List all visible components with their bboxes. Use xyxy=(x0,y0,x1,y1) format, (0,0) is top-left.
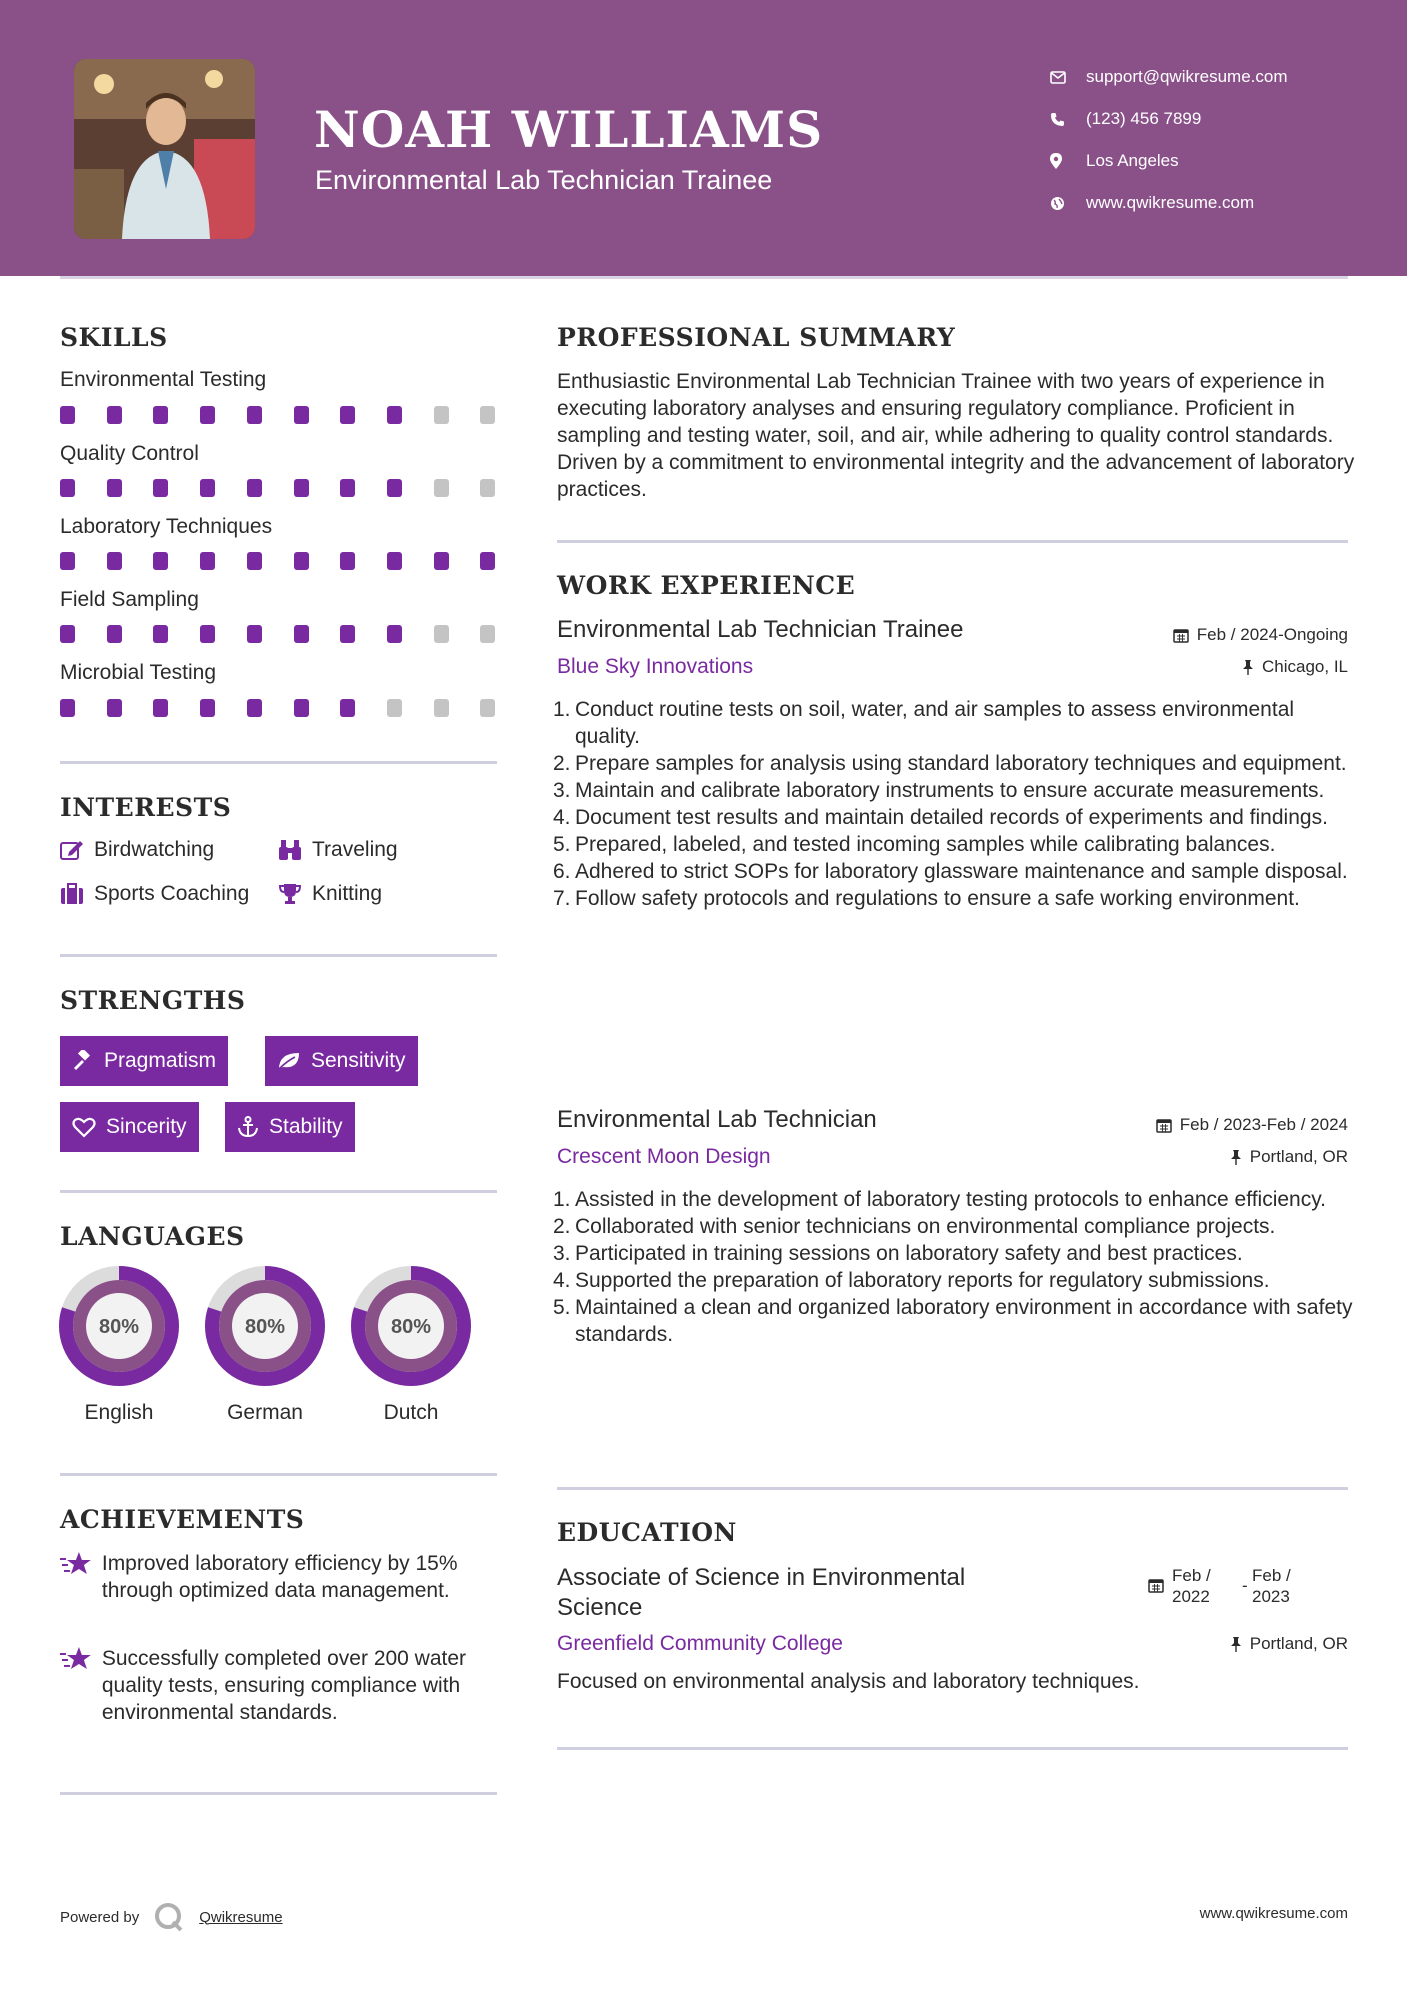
skill-dot xyxy=(387,552,402,570)
duty-number: 4. xyxy=(553,1269,571,1292)
skill-dot xyxy=(480,699,495,717)
duty-item xyxy=(553,804,1355,831)
skill-dot xyxy=(294,552,309,570)
header-divider xyxy=(60,276,1348,279)
experience-title: WORK EXPERIENCE xyxy=(557,571,856,600)
language-name: Dutch xyxy=(383,1401,439,1424)
skill-dot xyxy=(340,479,355,497)
contact-website[interactable] xyxy=(1050,182,1288,224)
calendar-icon xyxy=(1156,1117,1172,1133)
education-end-month: Feb / xyxy=(1252,1566,1291,1585)
skill-dot xyxy=(60,406,75,424)
skill-dot xyxy=(247,699,262,717)
skill-dot xyxy=(200,406,215,424)
duty-text: Prepared, labeled, and tested incoming samples while calibrating balances. xyxy=(575,833,1276,856)
contact-phone-text: (123) 456 7899 xyxy=(1086,109,1202,128)
skill-rating xyxy=(60,479,500,497)
duty-item xyxy=(553,858,1355,885)
calendar-icon xyxy=(1148,1577,1164,1593)
skill-dot xyxy=(200,552,215,570)
duty-number: 5. xyxy=(553,833,571,856)
job-title: Environmental Lab Technician xyxy=(557,1106,877,1133)
skill-dot xyxy=(340,406,355,424)
skill-dot xyxy=(200,625,215,643)
section-divider xyxy=(60,1190,497,1193)
duty-item xyxy=(553,696,1355,750)
skill-name: Laboratory Techniques xyxy=(60,515,273,538)
strength-label: Stability xyxy=(269,1115,343,1138)
achievement-item xyxy=(60,1550,500,1604)
leaf-icon xyxy=(277,1051,301,1071)
language-name: German xyxy=(227,1401,303,1424)
duty-number: 1. xyxy=(553,698,571,721)
job-company: Crescent Moon Design xyxy=(557,1145,771,1168)
pushpin-icon xyxy=(1230,1149,1242,1165)
education-description: Focused on environmental analysis and laboratory techniques. xyxy=(557,1670,1140,1693)
skill-dot xyxy=(60,552,75,570)
footer-powered xyxy=(60,1902,283,1932)
job-dates-text: Feb / 2023-Feb / 2024 xyxy=(1179,1115,1348,1134)
footer-website[interactable]: www.qwikresume.com xyxy=(1199,1905,1348,1922)
duty-text: Document test results and maintain detailed records of experiments and findings. xyxy=(575,806,1328,829)
education-location-text: Portland, OR xyxy=(1249,1634,1348,1653)
job-location-text: Chicago, IL xyxy=(1262,657,1348,676)
language-item xyxy=(204,1265,326,1425)
qwikresume-logo-icon xyxy=(153,1902,185,1932)
interest-label: Knitting xyxy=(312,882,383,905)
duty-number: 2. xyxy=(553,752,571,775)
job-company: Blue Sky Innovations xyxy=(557,655,754,678)
phone-icon xyxy=(1050,112,1086,127)
skill-name: Quality Control xyxy=(60,442,199,465)
job-location xyxy=(1230,1147,1348,1167)
strength-label: Pragmatism xyxy=(104,1049,217,1072)
skill-dot xyxy=(107,699,122,717)
duty-item xyxy=(553,1186,1355,1213)
strengths-title: STRENGTHS xyxy=(60,986,246,1015)
strength-badge xyxy=(225,1102,355,1152)
job-duties xyxy=(553,1186,1355,1348)
contact-email-text: support@qwikresume.com xyxy=(1086,67,1288,86)
skill-dot xyxy=(294,625,309,643)
skill-dot xyxy=(387,479,402,497)
job-dates xyxy=(1173,625,1348,645)
degree-title xyxy=(557,1563,965,1623)
suitcase-icon xyxy=(60,883,84,905)
interest-item xyxy=(278,882,382,906)
skill-dot xyxy=(480,552,495,570)
contact-location xyxy=(1050,140,1288,182)
duty-item xyxy=(553,1267,1355,1294)
interest-item xyxy=(60,838,214,862)
achievement-text: Improved laboratory efficiency by 15% through optimized data management. xyxy=(101,1552,458,1602)
interest-item xyxy=(60,882,249,906)
candidate-role: Environmental Lab Technician Trainee xyxy=(315,165,773,195)
skill-dot xyxy=(434,552,449,570)
duty-text: Supported the preparation of laboratory reports for regulatory submissions. xyxy=(575,1269,1270,1292)
skill-rating xyxy=(60,552,500,570)
skill-dot xyxy=(434,699,449,717)
section-divider xyxy=(557,1747,1348,1750)
pushpin-icon xyxy=(1242,659,1254,675)
duty-text: Collaborated with senior technicians on environmental compliance projects. xyxy=(575,1215,1276,1238)
duty-number: 5. xyxy=(553,1296,571,1319)
duty-text: Maintained a clean and organized laboratory environment in accordance with safety standards. xyxy=(575,1296,1353,1346)
strength-badge xyxy=(60,1036,228,1086)
skill-dot xyxy=(340,552,355,570)
education-title: EDUCATION xyxy=(557,1518,737,1547)
duty-number: 1. xyxy=(553,1188,571,1211)
interests-title: INTERESTS xyxy=(60,793,232,822)
edit-icon xyxy=(60,839,84,861)
resume-header xyxy=(0,0,1407,276)
job-location xyxy=(1242,657,1348,677)
skill-rating xyxy=(60,625,500,643)
language-progress-ring xyxy=(350,1265,472,1387)
duty-item xyxy=(553,777,1355,804)
duty-item xyxy=(553,1213,1355,1240)
skill-dot xyxy=(480,406,495,424)
star-icon xyxy=(60,1550,92,1578)
skill-dot xyxy=(60,479,75,497)
education-dates xyxy=(1148,1565,1291,1607)
job-location-text: Portland, OR xyxy=(1249,1147,1348,1166)
skills-title: SKILLS xyxy=(60,323,168,352)
skill-dot xyxy=(107,625,122,643)
skill-dot xyxy=(107,406,122,424)
skill-dot xyxy=(247,625,262,643)
duty-text: Participated in training sessions on laboratory safety and best practices. xyxy=(575,1242,1243,1265)
job-duties xyxy=(553,696,1355,912)
duty-number: 3. xyxy=(553,1242,571,1265)
duty-item xyxy=(553,831,1355,858)
skill-dot xyxy=(200,479,215,497)
skill-dot xyxy=(153,552,168,570)
date-separator: - xyxy=(1242,1576,1248,1595)
section-divider xyxy=(60,954,497,957)
skill-dot xyxy=(247,479,262,497)
degree-line: Associate of Science in Environmental xyxy=(557,1564,966,1591)
skill-dot xyxy=(107,479,122,497)
interest-label: Traveling xyxy=(312,838,398,861)
skill-rating xyxy=(60,406,500,424)
envelope-icon xyxy=(1050,71,1086,84)
duty-text: Maintain and calibrate laboratory instruments to ensure accurate measurements. xyxy=(575,779,1325,802)
section-divider xyxy=(60,1792,497,1795)
duty-number: 2. xyxy=(553,1215,571,1238)
contact-list xyxy=(1050,56,1288,224)
education-start-month: Feb / xyxy=(1172,1566,1211,1585)
duty-item xyxy=(553,1294,1355,1348)
interest-label: Sports Coaching xyxy=(94,882,250,905)
summary-text: Enthusiastic Environmental Lab Technician Trainee with two years of experience in executing laboratory analyses and ensuring regulatory compliance. Proficient in sampling and testing water, soil, and air, while adhering to quality control standards. Driven by a commitment to environmental integrity and the advancement of laboratory practices. xyxy=(557,370,1355,501)
job-dates xyxy=(1156,1115,1348,1135)
skill-dot xyxy=(107,552,122,570)
education-location xyxy=(1230,1634,1348,1654)
duty-number: 7. xyxy=(553,887,571,910)
skill-rating xyxy=(60,699,500,717)
education-start-year: 2022 xyxy=(1172,1587,1210,1606)
duty-number: 6. xyxy=(553,860,571,883)
profile-photo xyxy=(74,59,255,239)
section-divider xyxy=(557,1487,1348,1490)
skill-dot xyxy=(153,699,168,717)
language-progress-ring xyxy=(204,1265,326,1387)
strength-badge xyxy=(60,1102,199,1152)
trophy-icon xyxy=(278,883,302,905)
duty-text: Assisted in the development of laboratory testing protocols to enhance efficiency. xyxy=(575,1188,1326,1211)
skill-name: Microbial Testing xyxy=(60,661,217,684)
language-item xyxy=(350,1265,472,1425)
achievement-text: Successfully completed over 200 water quality tests, ensuring compliance with environmental standards. xyxy=(101,1647,467,1724)
education-end-year: 2023 xyxy=(1252,1587,1290,1606)
skill-dot xyxy=(200,699,215,717)
skill-dot xyxy=(340,699,355,717)
gavel-icon xyxy=(72,1050,94,1072)
duty-number: 4. xyxy=(553,806,571,829)
skill-dot xyxy=(340,625,355,643)
skill-name: Environmental Testing xyxy=(60,368,267,391)
contact-location-text: Los Angeles xyxy=(1086,151,1179,170)
language-name: English xyxy=(84,1401,154,1424)
contact-website-text: www.qwikresume.com xyxy=(1086,193,1255,212)
duty-number: 3. xyxy=(553,779,571,802)
section-divider xyxy=(60,1473,497,1476)
candidate-name: NOAH WILLIAMS xyxy=(314,100,824,159)
strength-label: Sincerity xyxy=(106,1115,187,1138)
duty-item xyxy=(553,885,1355,912)
skill-dot xyxy=(480,625,495,643)
duty-text: Follow safety protocols and regulations to ensure a safe working environment. xyxy=(575,887,1300,910)
globe-icon xyxy=(1050,196,1086,211)
powered-by-label: Powered by xyxy=(60,1908,140,1926)
heart-icon xyxy=(72,1117,96,1138)
education-school: Greenfield Community College xyxy=(557,1632,843,1655)
skill-dot xyxy=(153,625,168,643)
location-pin-icon xyxy=(1050,153,1086,169)
skill-dot xyxy=(60,699,75,717)
duty-item xyxy=(553,750,1355,777)
duty-text: Prepare samples for analysis using standard laboratory techniques and equipment. xyxy=(575,752,1347,775)
interest-item xyxy=(278,838,398,862)
duty-text: Adhered to strict SOPs for laboratory glassware maintenance and sample disposal. xyxy=(575,860,1348,883)
job-dates-text: Feb / 2024-Ongoing xyxy=(1196,625,1348,644)
star-icon xyxy=(60,1645,92,1673)
qwikresume-link[interactable]: Qwikresume xyxy=(199,1908,283,1926)
achievement-item xyxy=(60,1645,500,1726)
skill-dot xyxy=(434,625,449,643)
skill-dot xyxy=(387,699,402,717)
strength-badge xyxy=(265,1036,418,1086)
skill-dot xyxy=(294,699,309,717)
achievements-title: ACHIEVEMENTS xyxy=(60,1505,305,1534)
strength-label: Sensitivity xyxy=(311,1049,406,1072)
skill-dot xyxy=(294,406,309,424)
summary-title: PROFESSIONAL SUMMARY xyxy=(557,323,956,352)
contact-phone[interactable] xyxy=(1050,98,1288,140)
languages-title: LANGUAGES xyxy=(60,1222,245,1251)
skill-dot xyxy=(387,625,402,643)
skill-name: Field Sampling xyxy=(60,588,199,611)
section-divider xyxy=(60,761,497,764)
calendar-icon xyxy=(1173,627,1189,643)
skill-dot xyxy=(247,406,262,424)
skill-dot xyxy=(153,479,168,497)
interest-label: Birdwatching xyxy=(94,838,215,861)
skill-dot xyxy=(153,406,168,424)
anchor-icon xyxy=(237,1116,259,1138)
binoculars-icon xyxy=(278,839,302,861)
job-title: Environmental Lab Technician Trainee xyxy=(557,616,964,643)
language-percent: 80% xyxy=(244,1316,286,1338)
language-progress-ring xyxy=(58,1265,180,1387)
skill-dot xyxy=(434,479,449,497)
language-percent: 80% xyxy=(390,1316,432,1338)
skill-dot xyxy=(387,406,402,424)
section-divider xyxy=(557,540,1348,543)
duty-text: Conduct routine tests on soil, water, and air samples to assess environmental quality. xyxy=(575,698,1295,748)
skill-dot xyxy=(480,479,495,497)
skill-dot xyxy=(247,552,262,570)
degree-line: Science xyxy=(557,1594,643,1621)
language-item xyxy=(58,1265,180,1425)
skill-dot xyxy=(60,625,75,643)
pushpin-icon xyxy=(1230,1636,1242,1652)
language-percent: 80% xyxy=(98,1316,140,1338)
duty-item xyxy=(553,1240,1355,1267)
skill-dot xyxy=(294,479,309,497)
contact-email[interactable] xyxy=(1050,56,1288,98)
skill-dot xyxy=(434,406,449,424)
